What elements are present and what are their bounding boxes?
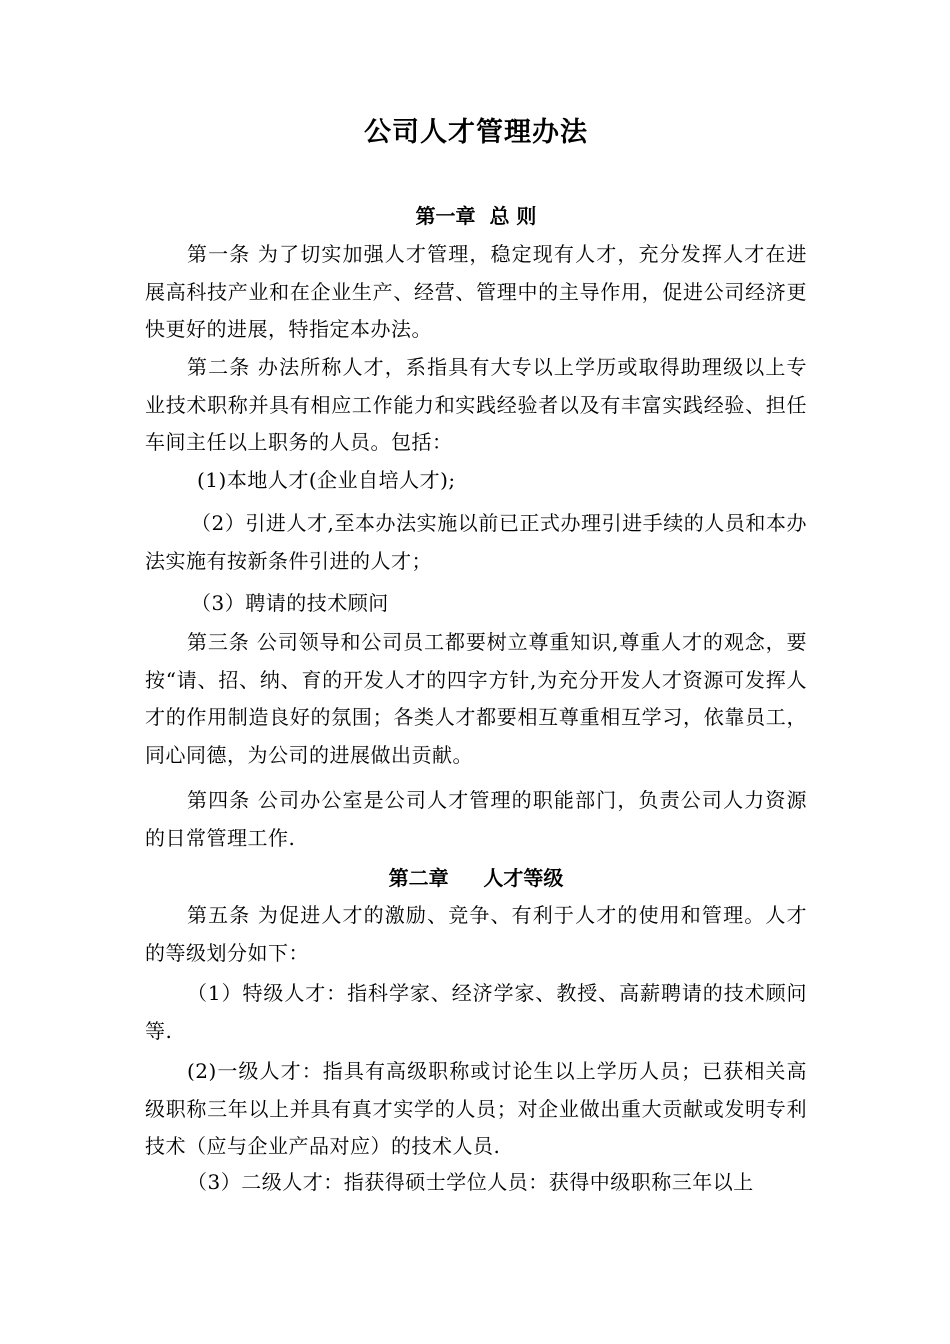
article-paragraph: 第四条 公司办公室是公司人才管理的职能部门，负责公司人力资源的日常管理工作.: [145, 788, 807, 850]
article-paragraph: 第二条 办法所称人才，系指具有大专以上学历或取得助理级以上专业技术职称并具有相应工作能力和实践经验者以及有丰富实践经验、担任车间主任以上职务的人员。包括：: [145, 355, 807, 454]
chapter-heading: 第二章 人才等级: [388, 866, 564, 890]
list-item: （1）特级人才：指科学家、经济学家、教授、高薪聘请的技术顾问等.: [145, 981, 807, 1043]
list-item: （3）二级人才：指获得硕士学位人员：获得中级职称三年以上: [187, 1170, 754, 1194]
document-title: 公司人才管理办法: [364, 117, 588, 148]
list-item: （3）聘请的技术顾问: [191, 591, 389, 615]
list-item: (2)一级人才：指具有高级职称或讨论生以上学历人员；已获相关高级职称三年以上并具有真才实学的人员；对企业做出重大贡献或发明专利技术（应与企业产品对应）的技术人员.: [145, 1059, 807, 1158]
chapter-heading: 第一章 总 则: [415, 204, 537, 228]
article-paragraph: 第一条 为了切实加强人才管理，稳定现有人才，充分发挥人才在进展高科技产业和在企业生产、经营、管理中的主导作用，促进公司经济更快更好的进展，特指定本办法。: [145, 242, 807, 341]
list-item: （2）引进人才,至本办法实施以前已正式办理引进手续的人员和本办法实施有按新条件引进的人才；: [145, 511, 807, 573]
list-item: (1)本地人才(企业自培人才);: [197, 468, 456, 492]
article-paragraph: 第五条 为促进人才的激励、竞争、有利于人才的使用和管理。人才的等级划分如下：: [145, 903, 807, 965]
article-paragraph: 第三条 公司领导和公司员工都要树立尊重知识,尊重人才的观念，要按“请、招、纳、育的开发人才的四字方针,为充分开发人才资源可发挥人才的作用制造良好的氛围；各类人才都要相互尊重相互学习，依靠员工，同心同德，为公司的进展做出贡献。: [145, 630, 807, 767]
